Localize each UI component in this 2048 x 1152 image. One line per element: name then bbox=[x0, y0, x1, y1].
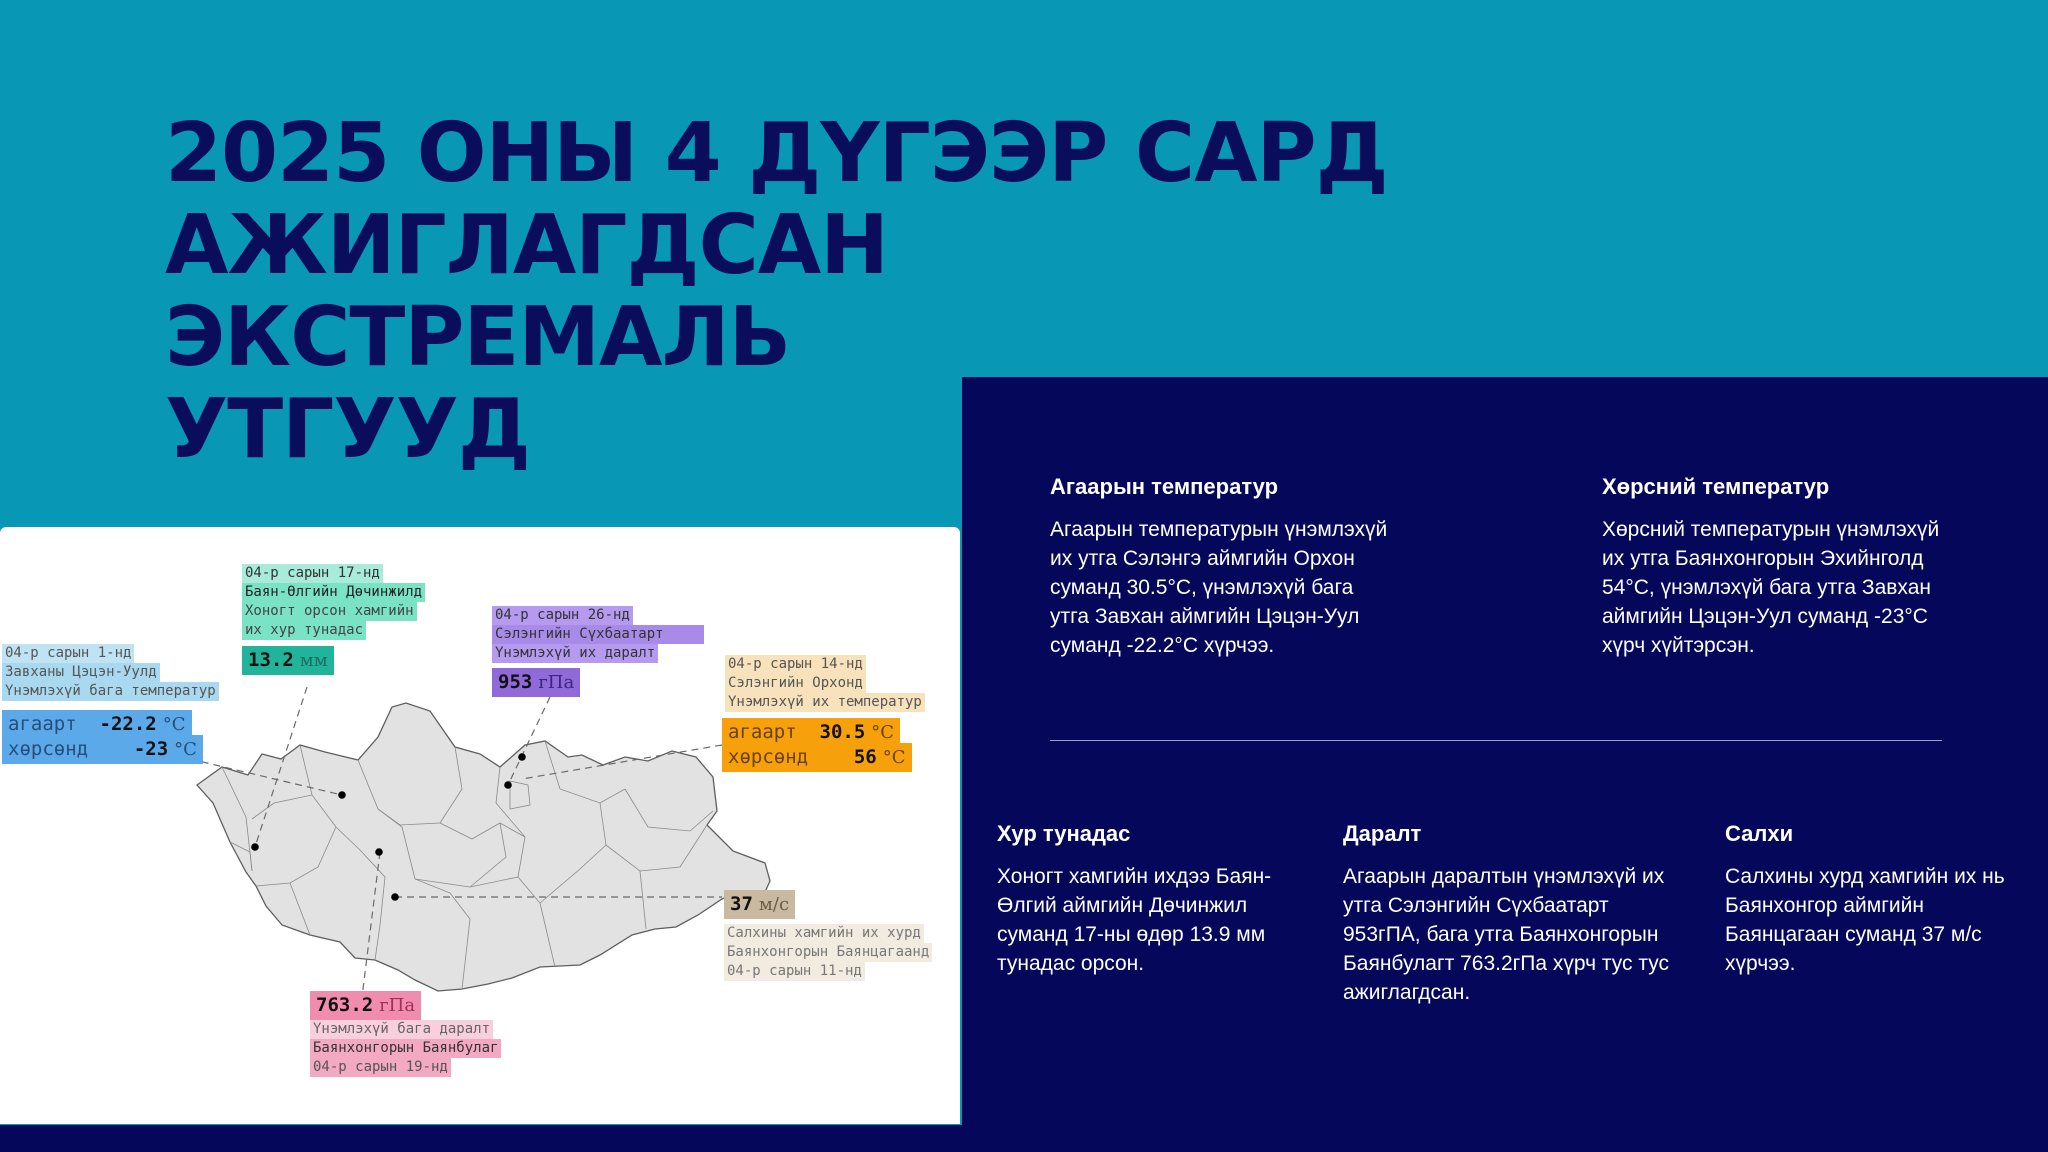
section-divider bbox=[1050, 740, 1942, 741]
air-temp-heading: Агаарын температур bbox=[1050, 474, 1279, 499]
pressure-high-value-badge: 953 гПа bbox=[492, 668, 580, 697]
wind-text: Салхины хурд хамгийн их нь Баянхонгор аймгийн Баянцагаан суманд 37 м/с хүрчээ. bbox=[1725, 865, 2005, 975]
hot-soil-badge: хөрсөнд 56 °С bbox=[722, 743, 912, 772]
air-temp-text: Агаарын температурын үнэмлэхүй их утга Сэлэнгэ аймгийн Орхон суманд 30.5°С, үнэмлэхүй бага утга Завхан аймгийн Цэцэн-Уул суманд -22.2°С хүрчээ. bbox=[1050, 518, 1388, 657]
section-precipitation bbox=[997, 820, 1322, 978]
mongolia-outline bbox=[197, 703, 770, 991]
cold-air-badge: агаарт -22.2 °С bbox=[2, 710, 192, 739]
pressure-heading: Даралт bbox=[1343, 821, 1422, 846]
pressure-text: Агаарын даралтын үнэмлэхүй их утга Сэлэнгийн Сүхбаатарт 953гПА, бага утга Баянхонгорын Баянбулагт 763.2гПа хүрч тус тус ажиглагдсан. bbox=[1343, 865, 1669, 1004]
precip-heading: Хур тунадас bbox=[997, 821, 1131, 846]
section-air-temperature bbox=[1050, 473, 1390, 660]
title-line-3: УТГУУД bbox=[165, 382, 530, 477]
map-card bbox=[0, 527, 960, 1124]
hot-label: 04-р сарын 14-нд Сэлэнгийн Орхонд Үнэмлэхүй их температур bbox=[725, 655, 925, 712]
hot-air-badge: агаарт 30.5 °С bbox=[722, 718, 900, 747]
cold-soil-badge: хөрсөнд -23 °С bbox=[2, 735, 203, 764]
cold-label: 04-р сарын 1-нд Завханы Цэцэн-Уулд Үнэмлэхүй бага температур bbox=[2, 644, 219, 701]
pressure-high-label: 04-р сарын 26-нд Сэлэнгийн Сүхбаатарт Үнэмлэхүй их даралт bbox=[492, 606, 704, 663]
pressure-low-label: Үнэмлэхүй бага даралт Баянхонгорын Баянбулаг 04-р сарын 19-нд bbox=[310, 1020, 501, 1077]
title-line-2: АЖИГЛАГДСАН ЭКСТРЕМАЛЬ bbox=[165, 198, 888, 385]
soil-temp-text: Хөрсний температурын үнэмлэхүй их утга Баянхонгорын Эхийнголд 54°С, үнэмлэхүй бага утга Завхан аймгийн Цэцэн-Уул суманд -23°С хүрч хүйтэрсэн. bbox=[1602, 518, 1940, 657]
soil-temp-heading: Хөрсний температур bbox=[1602, 474, 1830, 499]
section-wind bbox=[1725, 820, 2025, 978]
title-line-1: 2025 ОНЫ 4 ДҮГЭЭР САРД bbox=[165, 106, 1388, 201]
section-soil-temperature bbox=[1602, 473, 1962, 660]
precip-value-badge: 13.2 мм bbox=[242, 646, 334, 675]
wind-label: Салхины хамгийн их хурд Баянхонгорын Баянцагаанд 04-р сарын 11-нд bbox=[724, 924, 932, 981]
wind-heading: Салхи bbox=[1725, 821, 1794, 846]
precip-label: 04-р сарын 17-нд Баян-Өлгийн Дөчинжилд Хоногт орсон хамгийн их хур тунадас bbox=[242, 564, 425, 640]
precip-text: Хоногт хамгийн ихдээ Баян-Өлгий аймгийн Дөчинжил суманд 17-ны өдөр 13.9 мм тунадас орсон. bbox=[997, 865, 1272, 975]
wind-value-badge: 37 м/с bbox=[724, 890, 795, 919]
pressure-low-value-badge: 763.2 гПа bbox=[310, 991, 421, 1020]
section-pressure bbox=[1343, 820, 1688, 1007]
